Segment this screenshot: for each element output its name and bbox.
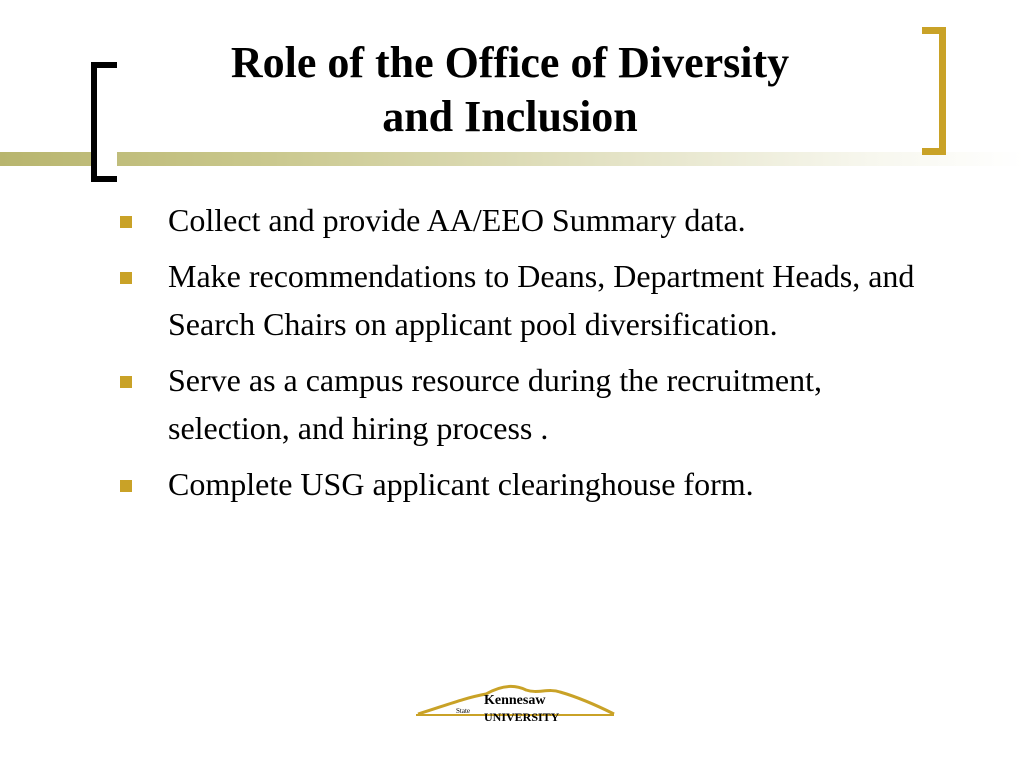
square-bullet-icon xyxy=(120,216,132,228)
title-line-2: and Inclusion xyxy=(376,90,644,144)
list-item xyxy=(118,460,938,508)
square-bullet-icon xyxy=(120,272,132,284)
bullet-text: Complete USG applicant clearinghouse form. xyxy=(168,466,754,502)
logo-word-state: State xyxy=(456,707,470,715)
bullet-list xyxy=(118,196,938,516)
left-bracket-decoration xyxy=(91,62,117,182)
bullet-text: Make recommendations to Deans, Department Heads, and Search Chairs on applicant pool diversification. xyxy=(168,258,915,342)
bullet-text: Serve as a campus resource during the recruitment, selection, and hiring process . xyxy=(168,362,822,446)
logo-word-university: UNIVERSITY xyxy=(484,710,560,724)
kennesaw-state-university-logo xyxy=(414,680,618,726)
square-bullet-icon xyxy=(120,480,132,492)
title-band xyxy=(0,152,1024,166)
slide-title xyxy=(120,36,900,144)
list-item xyxy=(118,356,938,452)
logo-word-kennesaw: Kennesaw xyxy=(484,693,546,708)
square-bullet-icon xyxy=(120,376,132,388)
bullet-text: Collect and provide AA/EEO Summary data. xyxy=(168,202,746,238)
title-line-1: Role of the Office of Diversity xyxy=(230,38,790,87)
right-bracket-decoration xyxy=(922,27,946,155)
list-item xyxy=(118,196,938,244)
list-item xyxy=(118,252,938,348)
